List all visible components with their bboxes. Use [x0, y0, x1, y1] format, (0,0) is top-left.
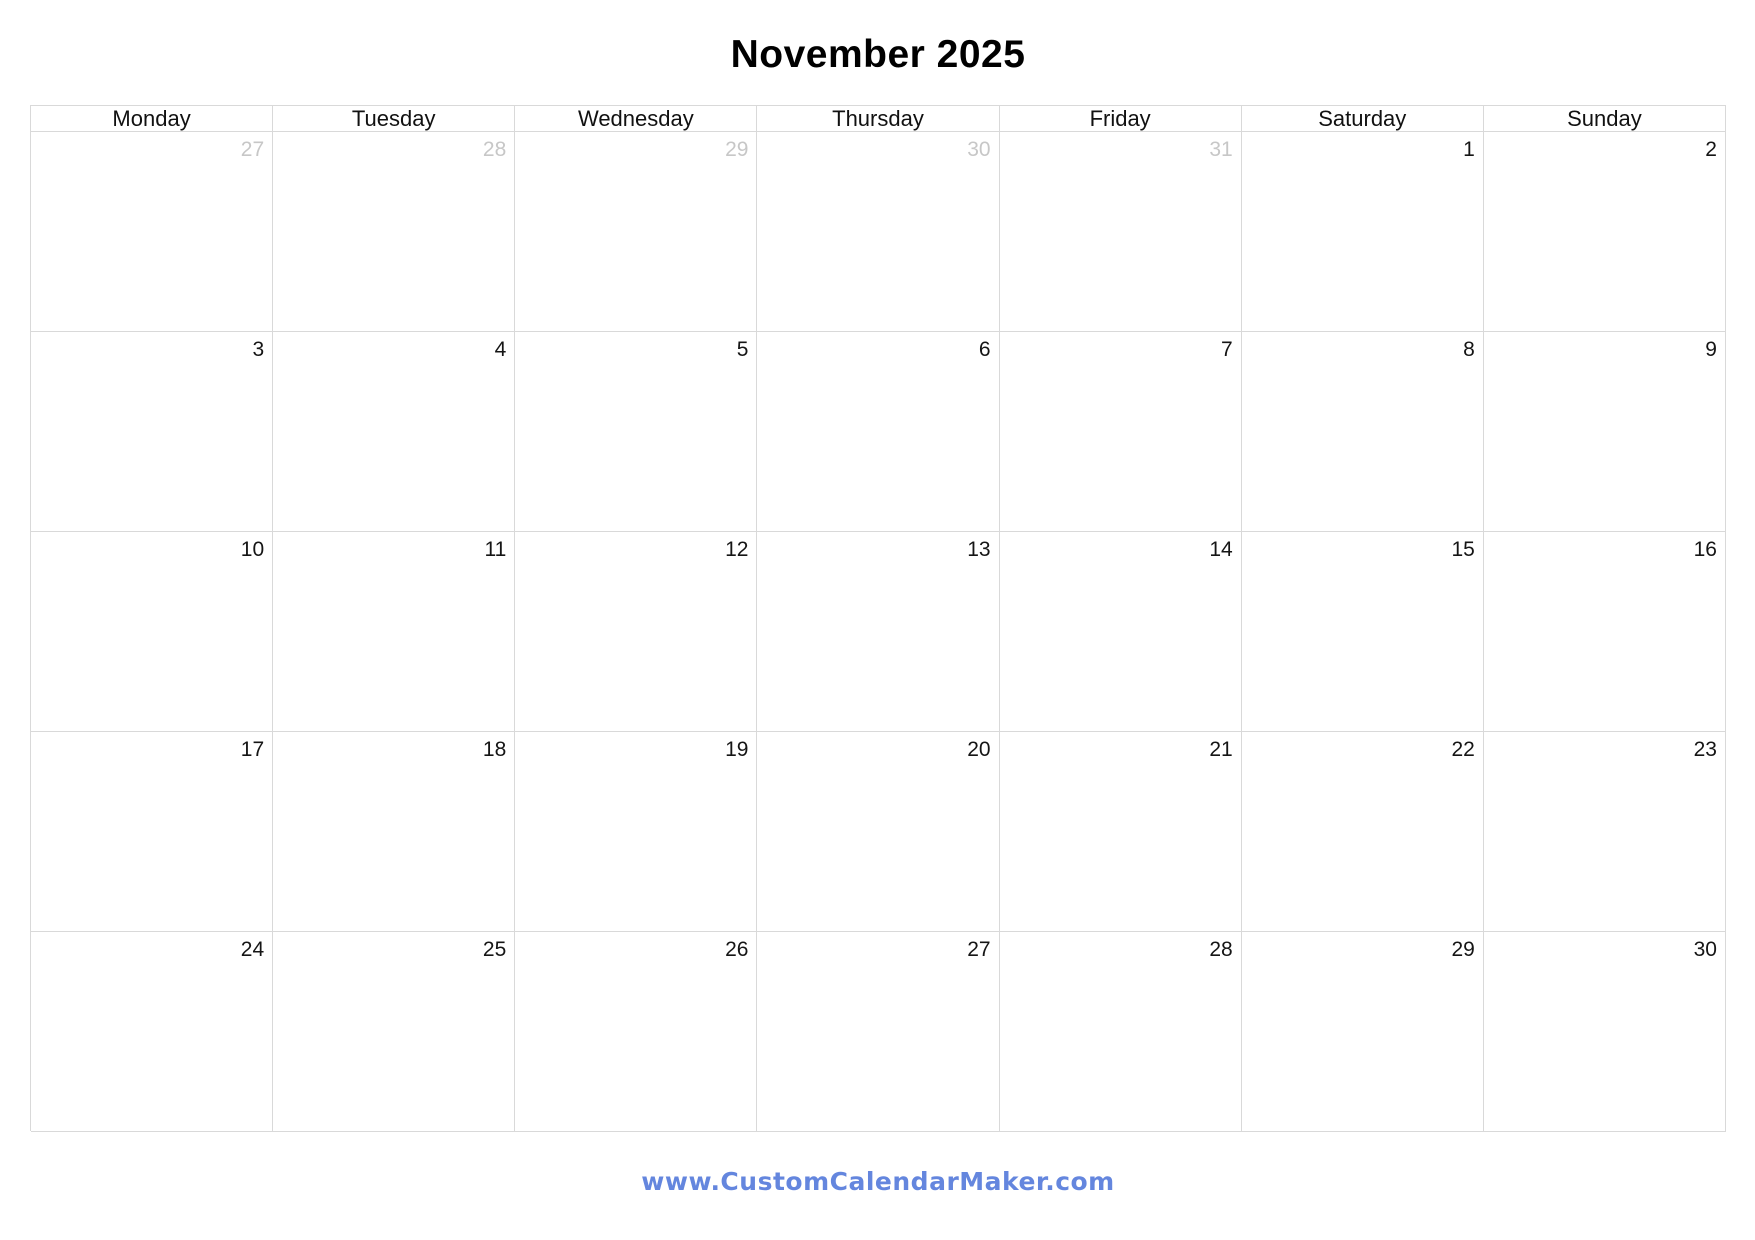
day-cell: 12	[515, 532, 757, 732]
day-cell: 30	[757, 132, 999, 332]
day-cell: 28	[273, 132, 515, 332]
day-cell: 8	[1242, 332, 1484, 532]
weekday-header-thursday: Thursday	[757, 106, 999, 132]
day-cell: 5	[515, 332, 757, 532]
day-cell: 23	[1484, 732, 1726, 932]
day-cell: 20	[757, 732, 999, 932]
day-cell: 21	[1000, 732, 1242, 932]
day-cell: 9	[1484, 332, 1726, 532]
footer	[30, 1167, 1726, 1196]
calendar-grid	[30, 105, 1726, 1131]
day-cell: 28	[1000, 932, 1242, 1132]
day-cell: 25	[273, 932, 515, 1132]
weekday-header-tuesday: Tuesday	[273, 106, 515, 132]
day-cell: 4	[273, 332, 515, 532]
day-cell: 3	[31, 332, 273, 532]
day-cell: 22	[1242, 732, 1484, 932]
day-cell: 31	[1000, 132, 1242, 332]
day-cell: 19	[515, 732, 757, 932]
day-cell: 13	[757, 532, 999, 732]
weekday-header-saturday: Saturday	[1242, 106, 1484, 132]
weekday-header-wednesday: Wednesday	[515, 106, 757, 132]
day-cell: 30	[1484, 932, 1726, 1132]
day-cell: 15	[1242, 532, 1484, 732]
day-cell: 7	[1000, 332, 1242, 532]
page-title: November 2025	[730, 33, 1026, 76]
day-cell: 18	[273, 732, 515, 932]
day-cell: 29	[1242, 932, 1484, 1132]
day-cell: 27	[757, 932, 999, 1132]
day-cell: 16	[1484, 532, 1726, 732]
day-cell: 11	[273, 532, 515, 732]
day-cell: 26	[515, 932, 757, 1132]
day-cell: 14	[1000, 532, 1242, 732]
day-cell: 2	[1484, 132, 1726, 332]
day-cell: 17	[31, 732, 273, 932]
day-cell: 10	[31, 532, 273, 732]
weekday-header-monday: Monday	[31, 106, 273, 132]
weekday-header-sunday: Sunday	[1484, 106, 1726, 132]
day-cell: 6	[757, 332, 999, 532]
day-cell: 1	[1242, 132, 1484, 332]
day-cell: 29	[515, 132, 757, 332]
day-cell: 27	[31, 132, 273, 332]
weekday-header-friday: Friday	[1000, 106, 1242, 132]
day-cell: 24	[31, 932, 273, 1132]
footer-link[interactable]: www.CustomCalendarMaker.com	[641, 1167, 1115, 1196]
